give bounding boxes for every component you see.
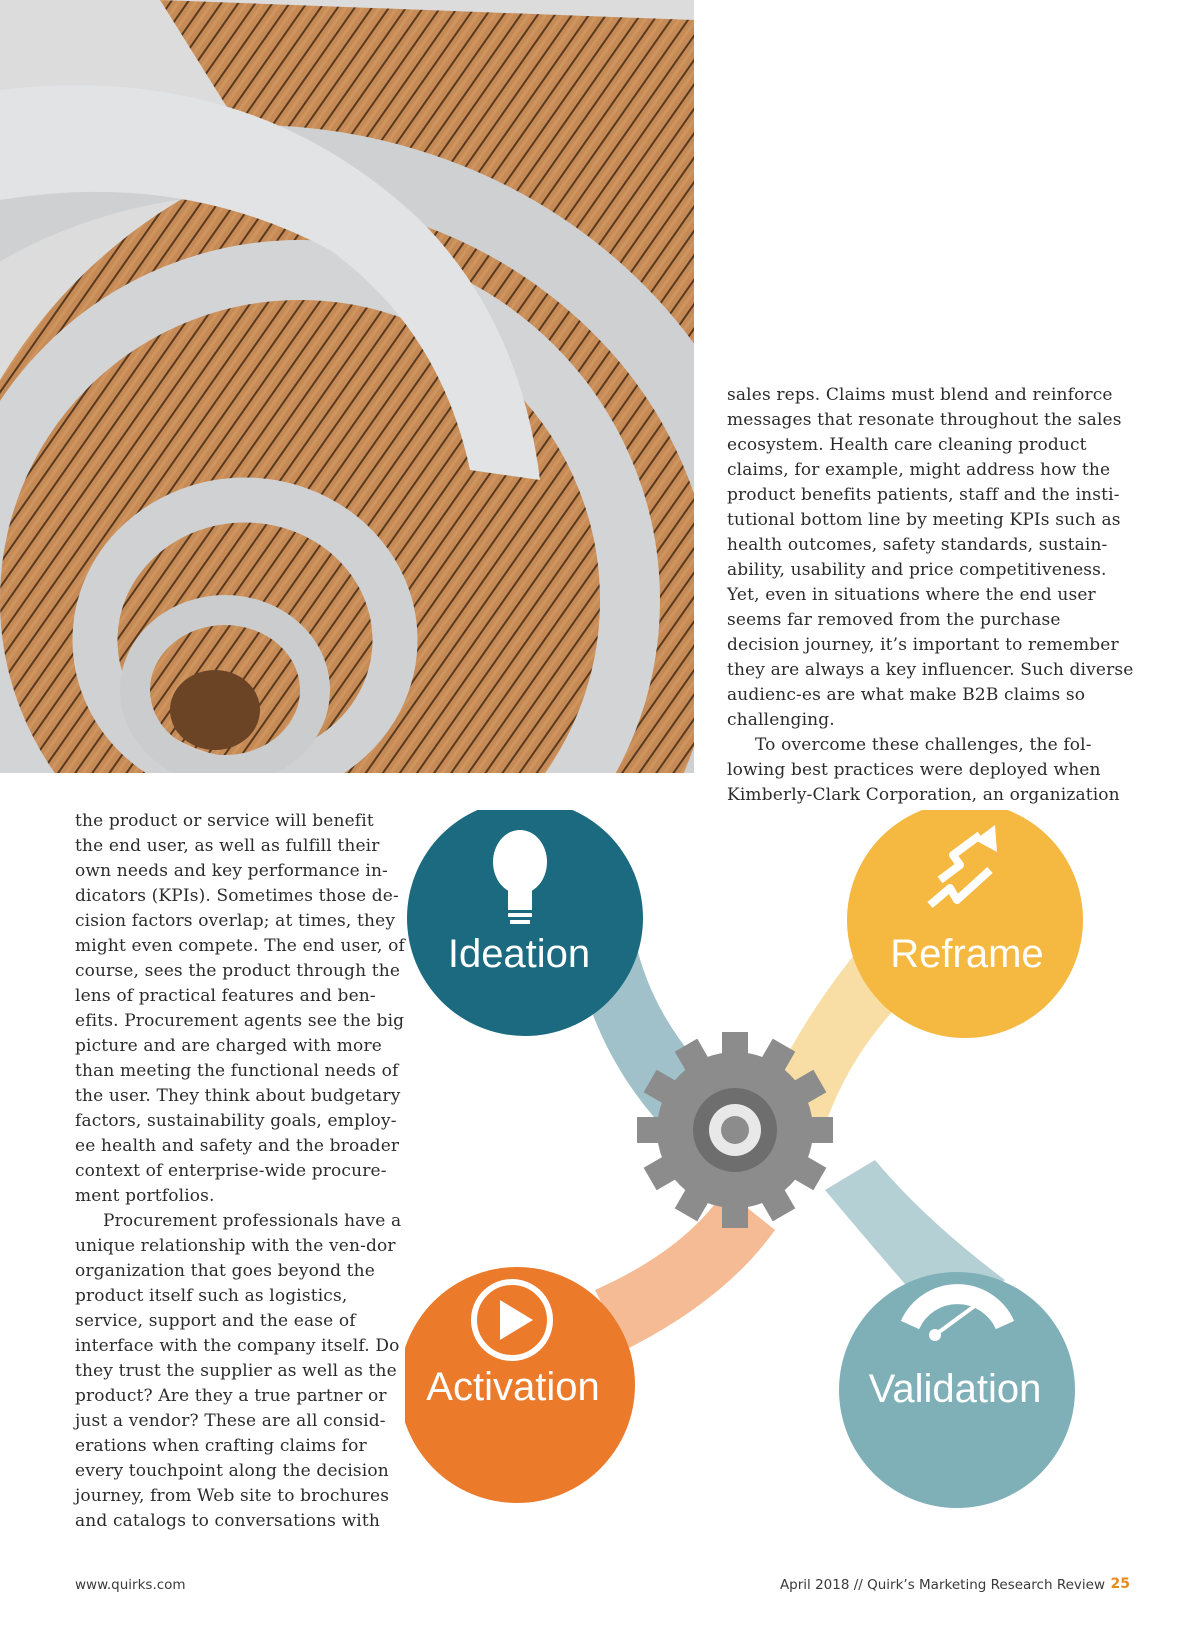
page-number: 25: [1110, 1576, 1130, 1592]
ideation-label: Ideation: [447, 932, 591, 976]
validation-node: [839, 1272, 1075, 1508]
article-column-left: [75, 809, 405, 1534]
article-paragraph: Procurement professionals have a unique relationship with the ven-dor organization that goes beyond the product itself such as logistics, service, support and the ease of interface with the company itself. Do they trust the supplier as well as the product? Are they a true partner or just a vendor? These are all consid-erations when crafting claims for every touchpoint along the decision journey, from Web site to brochures and catalogs to conversations with: [75, 1211, 402, 1531]
footer-website: www.quirks.com: [75, 1577, 186, 1593]
activation-node: [405, 1267, 635, 1503]
article-paragraph: the product or service will benefit the end user, as well as fulfill their own needs and key performance in-dicators (KPIs). Sometimes those de-cision factors overlap; at times, they might even compete. The end user, of course, sees the product through the lens of practical features and ben-efits. Procurement agents see the big picture and are charged with more than meeting the functional needs of the user. They think about budgetary factors, sustainability goals, employ-ee health and safety and the broader context of enterprise-wide procure-ment portfolios.: [75, 811, 405, 1206]
footer-issue: April 2018 // Quirk’s Marketing Research Review: [779, 1577, 1105, 1593]
article-column-right: [727, 383, 1137, 808]
claims-process-diagram: [405, 810, 1140, 1550]
activation-label: Activation: [426, 1365, 600, 1409]
reframe-node: [847, 810, 1083, 1038]
spiral-staircase-photo: [0, 0, 694, 773]
ideation-node: [407, 810, 643, 1036]
article-paragraph: To overcome these challenges, the fol-lowing best practices were deployed when Kimberly-Clark Corporation, an organization: [727, 735, 1120, 805]
article-paragraph: sales reps. Claims must blend and reinforce messages that resonate throughout the sales ecosystem. Health care cleaning product claims, for example, might address how the product benefits patients, staff and the insti-tutional bottom line by meeting KPIs such as health outcomes, safety standards, sustain-ability, usability and price competitiveness. Yet, even in situations where the end user seems far removed from the purchase decision journey, it’s important to remember they are always a key influencer. Such diverse audienc-es are what make B2B claims so challenging.: [727, 385, 1134, 730]
validation-label: Validation: [868, 1367, 1042, 1411]
reframe-label: Reframe: [890, 932, 1044, 976]
